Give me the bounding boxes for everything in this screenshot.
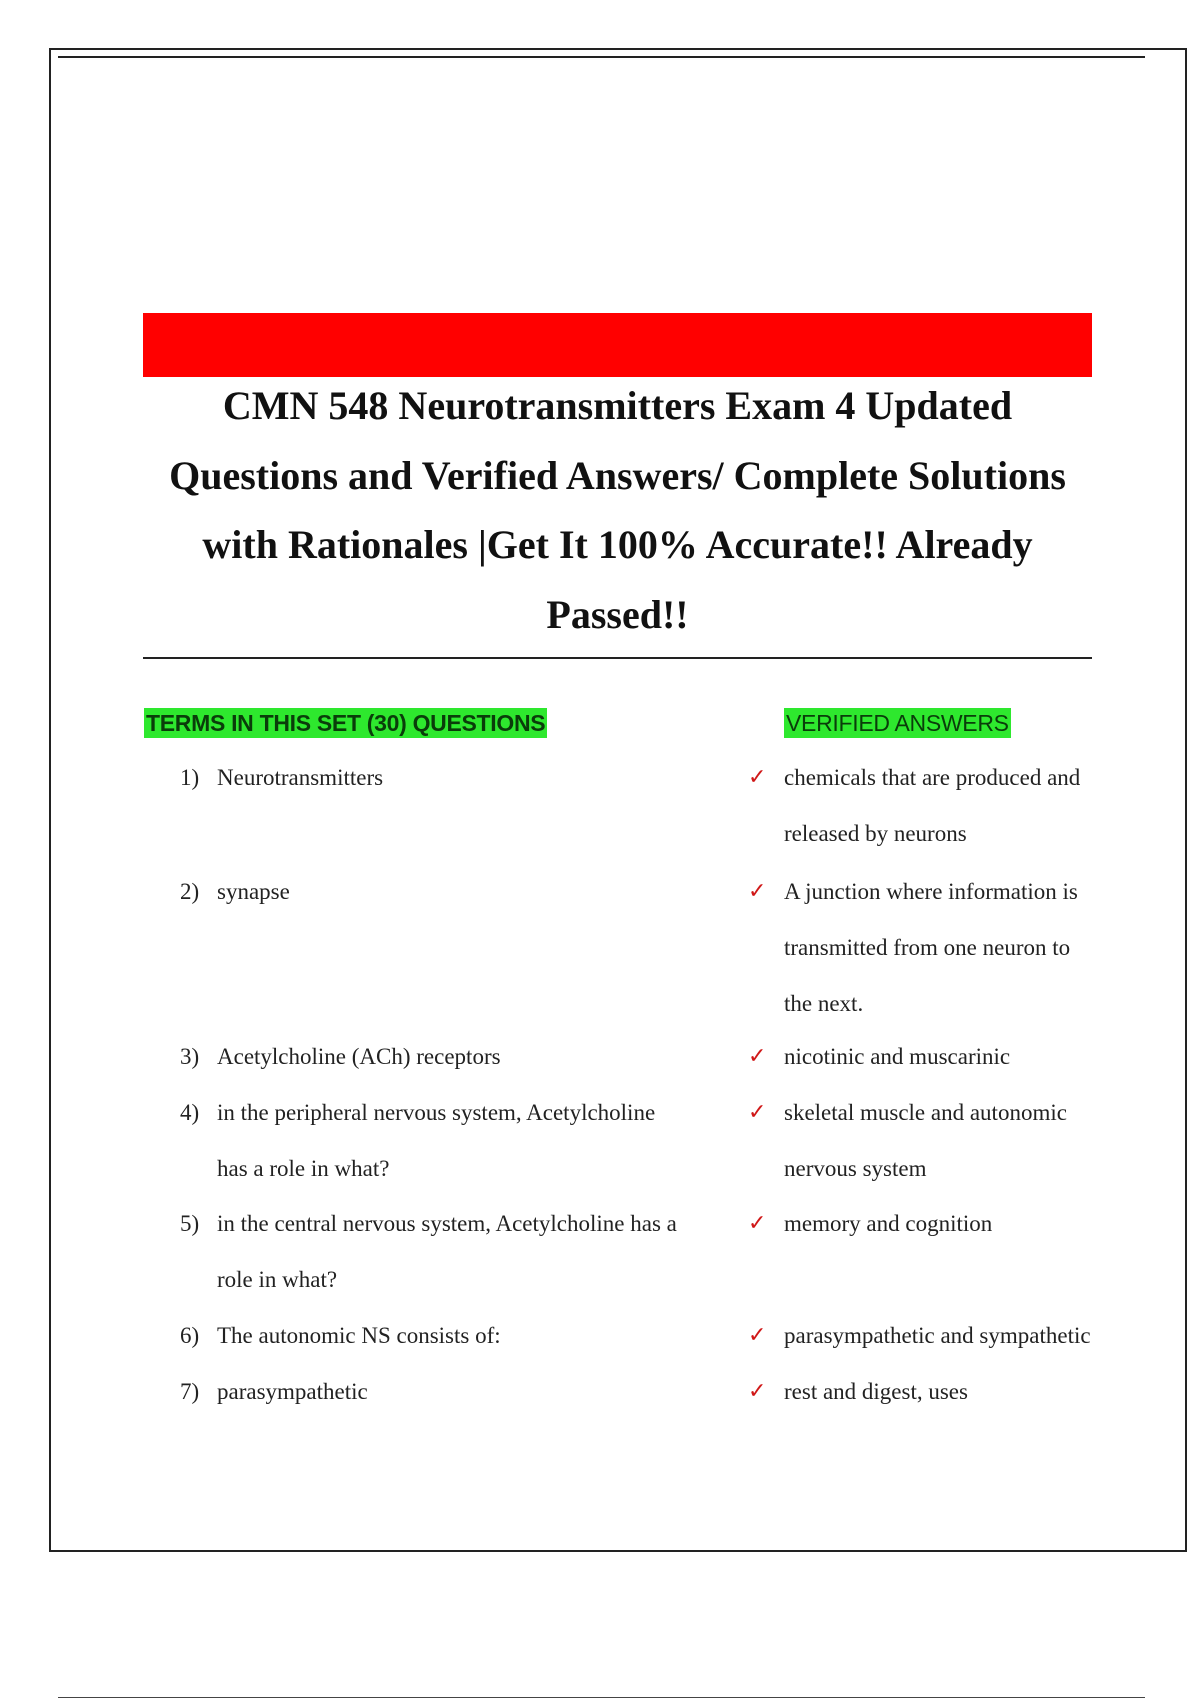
- title-divider: [143, 657, 1092, 659]
- red-banner: [143, 313, 1092, 377]
- question-number: 4): [180, 1100, 200, 1125]
- question-text: The autonomic NS consists of:: [217, 1323, 501, 1348]
- answer-text: A junction where information is transmitted from one neuron to the next.: [784, 879, 1078, 1016]
- top-rule: [58, 56, 1145, 58]
- questions-header: TERMS IN THIS SET (30) QUESTIONS: [146, 710, 546, 736]
- question-text: synapse: [217, 879, 290, 904]
- check-icon: ✓: [748, 879, 767, 904]
- check-icon: ✓: [748, 1044, 767, 1069]
- answer-text: memory and cognition: [784, 1211, 993, 1236]
- question-text: in the peripheral nervous system, Acetylcholine has a role in what?: [217, 1100, 656, 1181]
- document-title: CMN 548 Neurotransmitters Exam 4 Updated Questions and Verified Answers/ Complete Solutions with Rationales |Get It 100% Accurate!! Already Passed!!: [169, 383, 1066, 637]
- question-text: parasympathetic: [217, 1379, 368, 1404]
- answers-header: VERIFIED ANSWERS: [786, 710, 1009, 736]
- answer-text: rest and digest, uses: [784, 1379, 968, 1404]
- question-number: 3): [180, 1044, 200, 1069]
- check-icon: ✓: [748, 1379, 767, 1404]
- bottom-rule: [58, 1697, 1145, 1698]
- question-number: 7): [180, 1379, 200, 1404]
- answer-text: chemicals that are produced and released by neurons: [784, 765, 1081, 846]
- answer-text: parasympathetic and sympathetic: [784, 1323, 1091, 1348]
- question-number: 2): [180, 879, 200, 904]
- check-icon: ✓: [748, 765, 767, 790]
- question-number: 1): [180, 765, 200, 790]
- check-icon: ✓: [748, 1100, 767, 1125]
- check-icon: ✓: [748, 1323, 767, 1348]
- question-number: 6): [180, 1323, 200, 1348]
- question-text: Acetylcholine (ACh) receptors: [217, 1044, 501, 1069]
- answer-text: skeletal muscle and autonomic nervous system: [784, 1100, 1067, 1181]
- question-number: 5): [180, 1211, 200, 1236]
- question-text: in the central nervous system, Acetylcholine has a role in what?: [217, 1211, 677, 1292]
- check-icon: ✓: [748, 1211, 767, 1236]
- question-text: Neurotransmitters: [217, 765, 384, 790]
- answer-text: nicotinic and muscarinic: [784, 1044, 1011, 1069]
